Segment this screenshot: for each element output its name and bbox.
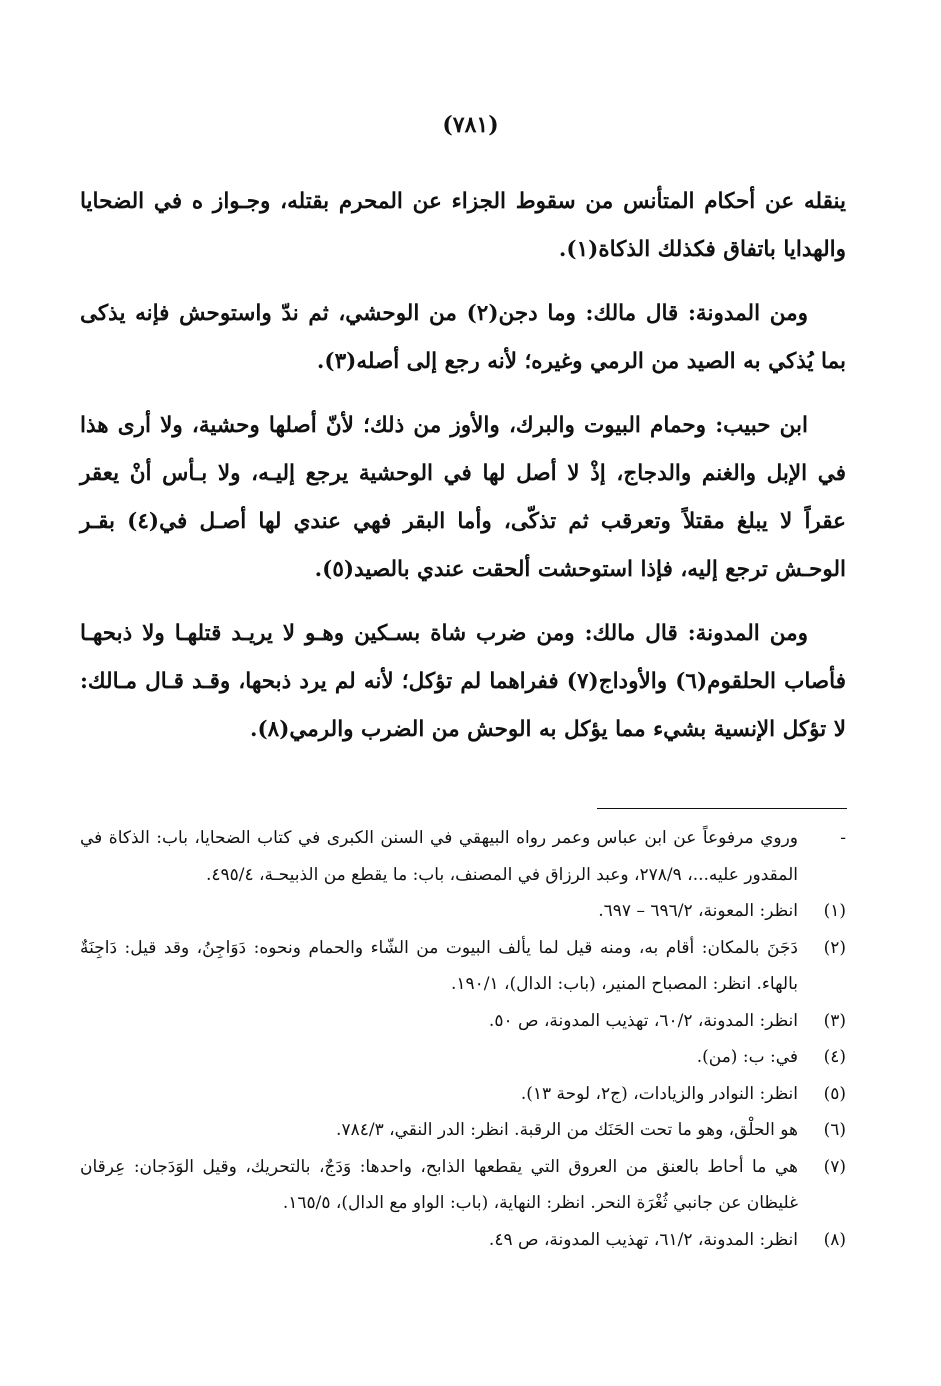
footnote-mark: (٦) xyxy=(823,1120,846,1140)
footnotes xyxy=(80,820,846,1258)
footnote-mark: (٣) xyxy=(823,1010,846,1031)
footnote xyxy=(80,820,846,893)
footnote-mark: (٨) xyxy=(823,1229,846,1250)
footnote-text: في: ب: (من). xyxy=(696,1047,798,1067)
footnote xyxy=(80,893,846,930)
footnote-mark: (٢) xyxy=(823,937,846,958)
footnote-mark: (٥) xyxy=(823,1083,846,1104)
main-text xyxy=(80,178,846,770)
footnote xyxy=(80,1149,846,1222)
footnote xyxy=(80,1003,846,1040)
paragraph: ومن المدونة: قال مالك: ومن ضرب شاة بسـكين وهـو لا يريـد قتلهـا ولا ذبحهـا فأصاب الحلقوم(٦) والأوداج(٧) ففراهما لم تؤكل؛ لأنه لم يرد ذبحها، وقـد قـال مـالك: لا تؤكل الإنسية بشيء مما يؤكل به الوحش من الضرب والرمي(٨). xyxy=(80,621,846,742)
footnote-text: دَجَنَ بالمكان: أقام به، ومنه قيل لما يألف البيوت من الشّاء والحمام ونحوه: دَوَاجِنُ، وقد قيل: دَاجِنَةٌ بالهاء. انظر: المصباح المنير، (باب: الدال)، ١٩٠/١. xyxy=(80,937,798,994)
footnote-mark: - xyxy=(840,828,846,848)
footnote xyxy=(80,930,846,1003)
footnote xyxy=(80,1222,846,1259)
paragraph: ينقله عن أحكام المتأنس من سقوط الجزاء عن المحرم بقتله، وجـواز ه في الضحايا والهدايا باتفاق فكذلك الذكاة(١). xyxy=(80,189,846,262)
page-number: (٧٨١) xyxy=(442,112,499,138)
footnote xyxy=(80,1039,846,1076)
footnote-divider xyxy=(597,808,847,809)
footnote-text: هو الحلْق، وهو ما تحت الحَنَك من الرقبة. انظر: الدر النقي، ٧٨٤/٣. xyxy=(336,1120,798,1140)
footnote-mark: (٧) xyxy=(823,1156,846,1177)
footnote xyxy=(80,1076,846,1113)
paragraph: ومن المدونة: قال مالك: وما دجن(٢) من الوحشي، ثم ندّ واستوحش فإنه يذكى بما يُذكي به الصيد من الرمي وغيره؛ لأنه رجع إلى أصله(٣). xyxy=(80,301,846,374)
footnote xyxy=(80,1112,846,1149)
footnote-text: انظر: المعونة، ٦٩٦/٢ – ٦٩٧. xyxy=(598,901,798,921)
footnote-text: انظر: المدونة، ٦١/٢، تهذيب المدونة، ص ٤٩. xyxy=(488,1229,798,1250)
footnote-mark: (٤) xyxy=(823,1047,846,1067)
footnote-text: انظر: المدونة، ٦٠/٢، تهذيب المدونة، ص ٥٠. xyxy=(488,1010,798,1031)
paragraph: ابن حبيب: وحمام البيوت والبرك، والأوز من ذلك؛ لأنّ أصلها وحشية، ولا أرى هذا في الإبل والغنم والدجاج، إذْ لا أصل لها في الوحشية يرجع إليـه، ولا بـأس أنْ يعقر عقراً لا يبلغ مقتلاً وتعرقب ثم تذكّى، وأما البقر فهي عندي لها أصـل في(٤) بقـر الوحـش ترجع إليه، فإذا استوحشت ألحقت عندي بالصيد(٥). xyxy=(80,413,847,582)
footnote-text: هي ما أحاط بالعنق من العروق التي يقطعها الذابح، واحدها: وَدَجٌ، بالتحريك، وقيل الوَدَجان: عِرقان غليظان عن جانبي ثُغْرَة النحر. انظر: النهاية، (باب: الواو مع الدال)، ١٦٥/٥. xyxy=(80,1156,798,1213)
footnote-text: انظر: النوادر والزيادات، (ج٢، لوحة ١٣). xyxy=(520,1083,798,1104)
footnote-mark: (١) xyxy=(823,901,846,921)
footnote-text: وروي مرفوعاً عن ابن عباس وعمر رواه البيهقي في السنن الكبرى في كتاب الضحايا، باب: الذكاة في المقدور عليه...، ٢٧٨/٩، وعبد الرزاق في المصنف، باب: ما يقطع من الذبيحـة، ٤٩٥/٤. xyxy=(80,828,798,885)
